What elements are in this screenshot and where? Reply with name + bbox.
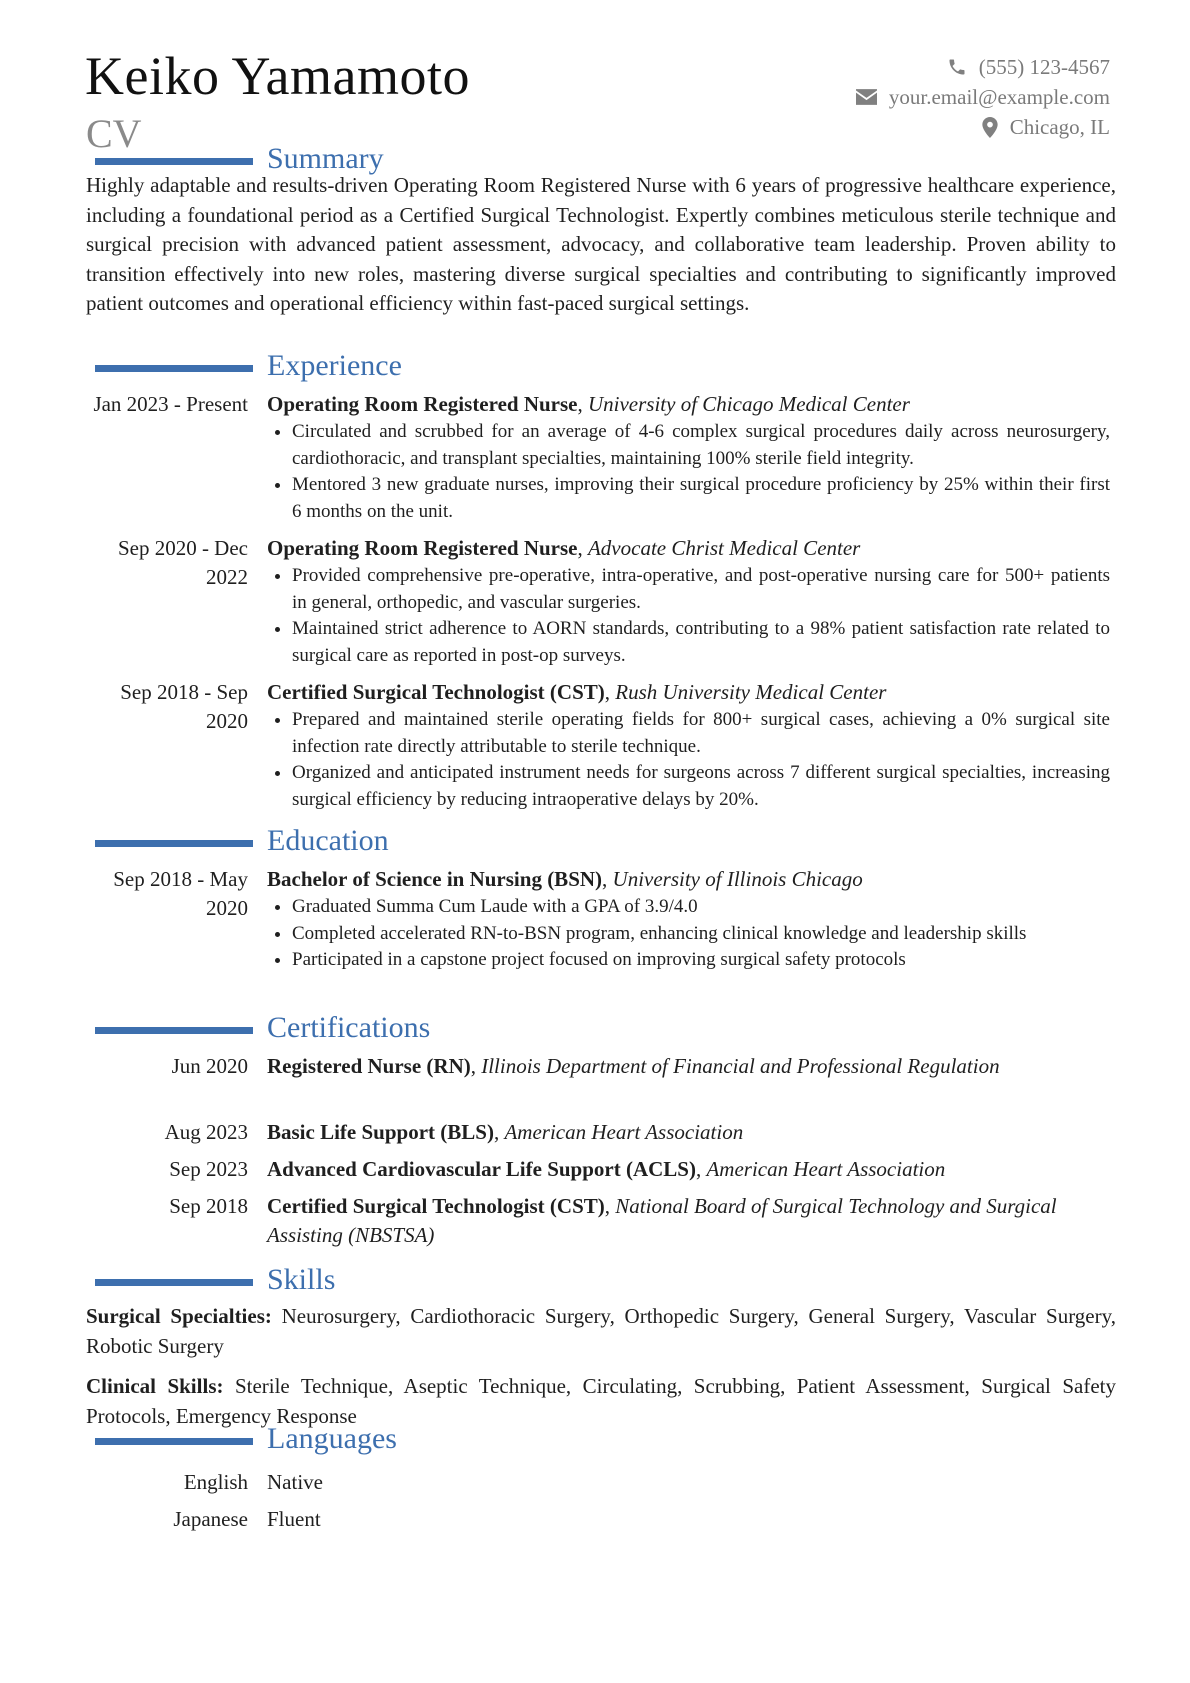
phone-text[interactable]: (555) 123-4567 — [978, 54, 1110, 79]
entry-date: Sep 2023 — [169, 1157, 248, 1181]
entry-role: Registered Nurse (RN) — [267, 1054, 471, 1078]
entry-content: Certified Surgical Technologist (CST), National Board of Surgical Technology and Surgical Assisting (NBSTSA) — [267, 1194, 1057, 1247]
document-subtitle: CV — [86, 111, 142, 156]
entry-date: Sep 2018 - Sep 2020 — [120, 680, 248, 733]
entry-date: Sep 2020 - Dec 2022 — [117, 536, 248, 589]
language-level: Fluent — [267, 1507, 321, 1531]
email-link[interactable]: your.email@example.com — [888, 84, 1110, 109]
entry-bullets — [267, 563, 1110, 669]
skill-label: Clinical Skills: — [86, 1374, 224, 1398]
entry-content: Operating Room Registered Nurse, Advocate Christ Medical Center • Provided comprehensive pre-operative, intra-operative, and post-operative nursing care for 500+ patients in general, orthopedic, and vascular surgeries. • Maintained strict adherence to AORN standards, contributing to a 98% patient satisfaction rate related to surgical care as reported in post-op surveys. — [267, 534, 1110, 669]
envelope-icon — [856, 89, 877, 105]
section-title: Languages — [267, 1422, 397, 1455]
entry-organization: American Heart Association — [504, 1120, 744, 1144]
education-section-heading — [0, 826, 1190, 860]
entry-date: Jan 2023 - Present — [93, 392, 248, 416]
section-accent-bar — [95, 1027, 253, 1034]
phone-icon — [947, 57, 967, 77]
entry-content: Registered Nurse (RN), Illinois Department of Financial and Professional Regulation — [267, 1054, 1000, 1078]
entry-content: Advanced Cardiovascular Life Support (ACLS), American Heart Association — [267, 1157, 946, 1181]
languages-section-heading — [0, 1424, 1190, 1458]
certifications-section-heading — [0, 1013, 1190, 1047]
section-accent-bar — [95, 840, 253, 847]
bullet-item: • Prepared and maintained sterile operating fields for 800+ surgical cases, achieving a 0% surgical site infection rate directly attributable to sterile technique. — [292, 707, 1110, 760]
summary-text: Highly adaptable and results-driven Operating Room Registered Nurse with 6 years of progressive healthcare experience, including a foundational period as a Certified Surgical Technologist. Expertly combines meticulous sterile technique and surgical precision with advanced patient assessment, advocacy, and collaborative team leadership. Proven ability to transition effectively into new roles, mastering diverse surgical specialties and contributing to significantly improved patient outcomes and operational efficiency within fast-paced surgical settings. — [86, 173, 1116, 315]
skill-value: Neurosurgery, Cardiothoracic Surgery, Orthopedic Surgery, General Surgery, Vascular Surgery, Robotic Surgery — [86, 1304, 1117, 1358]
entry-date: Aug 2023 — [164, 1120, 248, 1144]
entry-role: Advanced Cardiovascular Life Support (ACLS) — [267, 1157, 696, 1181]
entry-date: Sep 2018 — [169, 1194, 248, 1218]
entry-content: Bachelor of Science in Nursing (BSN), University of Illinois Chicago • Graduated Summa Cum Laude with a GPA of 3.9/4.0 • Completed accelerated RN-to-BSN program, enhancing clinical knowledge and leadership skills • Participated in a capstone project focused on improving surgical safety protocols — [267, 865, 1110, 974]
language-name: English — [183, 1470, 248, 1494]
skills-surgical-specialties — [86, 1302, 1116, 1361]
contact-location — [856, 112, 1110, 142]
bullet-item: • Provided comprehensive pre-operative, intra-operative, and post-operative nursing care for 500+ patients in general, orthopedic, and vascular surgeries. — [292, 563, 1110, 616]
entry-bullets — [267, 707, 1110, 813]
bullet-item: • Circulated and scrubbed for an average of 4-6 complex surgical procedures daily across neurosurgery, cardiothoracic, and transplant specialties, maintaining 100% sterile field integrity. — [292, 419, 1110, 472]
entry-role: Certified Surgical Technologist (CST) — [267, 680, 605, 704]
location-text: Chicago, IL — [1009, 114, 1110, 139]
section-title: Certifications — [267, 1011, 431, 1044]
bullet-item: • Completed accelerated RN-to-BSN program, enhancing clinical knowledge and leadership skills — [292, 921, 1110, 948]
entry-organization: University of Illinois Chicago — [612, 867, 863, 891]
bullet-item: • Mentored 3 new graduate nurses, improving their surgical procedure proficiency by 25% within their first 6 months on the unit. — [292, 472, 1110, 525]
section-accent-bar — [95, 1438, 253, 1445]
bullet-item: • Organized and anticipated instrument needs for surgeons across 7 different surgical specialties, increasing surgical efficiency by reducing intraoperative delays by 20%. — [292, 760, 1110, 813]
skills-clinical — [86, 1372, 1116, 1431]
entry-organization: Advocate Christ Medical Center — [587, 536, 861, 560]
entry-role: Bachelor of Science in Nursing (BSN) — [267, 867, 603, 891]
section-accent-bar — [95, 158, 253, 165]
section-title: Experience — [267, 349, 402, 382]
entry-date: Sep 2018 - May 2020 — [113, 867, 248, 920]
section-accent-bar — [95, 1279, 253, 1286]
section-title: Summary — [267, 142, 384, 175]
skill-value: Sterile Technique, Aseptic Technique, Circulating, Scrubbing, Patient Assessment, Surgical Safety Protocols, Emergency Response — [86, 1374, 1116, 1428]
map-pin-icon — [982, 117, 998, 138]
entry-date: Jun 2020 — [171, 1054, 248, 1078]
contact-block — [856, 52, 1110, 142]
section-title: Education — [267, 824, 389, 857]
entry-role: Certified Surgical Technologist (CST) — [267, 1194, 605, 1218]
entry-content: Operating Room Registered Nurse, University of Chicago Medical Center • Circulated and scrubbed for an average of 4-6 complex surgical procedures daily across neurosurgery, cardiothoracic, and transplant specialties, maintaining 100% sterile field integrity. • Mentored 3 new graduate nurses, improving their surgical procedure proficiency by 25% within their first 6 months on the unit. — [267, 390, 1110, 525]
experience-section-heading — [0, 351, 1190, 385]
skill-label: Surgical Specialties: — [86, 1304, 272, 1328]
section-title: Skills — [267, 1263, 336, 1296]
entry-content: Basic Life Support (BLS), American Heart Association — [267, 1120, 744, 1144]
entry-bullets — [267, 419, 1110, 525]
entry-role: Operating Room Registered Nurse — [267, 392, 578, 416]
entry-role: Basic Life Support (BLS) — [267, 1120, 494, 1144]
bullet-item: • Graduated Summa Cum Laude with a GPA of 3.9/4.0 — [292, 894, 1110, 921]
bullet-item: • Maintained strict adherence to AORN standards, contributing to a 98% patient satisfaction rate related to surgical care as reported in post-op surveys. — [292, 616, 1110, 669]
entry-role: Operating Room Registered Nurse — [267, 536, 578, 560]
entry-content: Certified Surgical Technologist (CST), Rush University Medical Center • Prepared and maintained sterile operating fields for 800+ surgical cases, achieving a 0% surgical site infection rate directly attributable to sterile technique. • Organized and anticipated instrument needs for surgeons across 7 different surgical specialties, increasing surgical efficiency by reducing intraoperative delays by 20%. — [267, 678, 1110, 813]
candidate-name: Keiko Yamamoto — [85, 46, 470, 106]
entry-organization: Illinois Department of Financial and Professional Regulation — [481, 1054, 1000, 1078]
entry-organization: National Board of Surgical Technology and Surgical Assisting (NBSTSA) — [267, 1194, 1057, 1247]
entry-organization: Rush University Medical Center — [615, 680, 887, 704]
section-accent-bar — [95, 365, 253, 372]
contact-phone — [856, 52, 1110, 82]
language-level: Native — [267, 1470, 323, 1494]
language-name: Japanese — [173, 1507, 248, 1531]
entry-organization: University of Chicago Medical Center — [587, 392, 910, 416]
contact-email — [856, 82, 1110, 112]
entry-organization: American Heart Association — [706, 1157, 946, 1181]
entry-bullets — [267, 894, 1110, 974]
skills-section-heading — [0, 1265, 1190, 1299]
bullet-item: • Participated in a capstone project focused on improving surgical safety protocols — [292, 947, 1110, 974]
